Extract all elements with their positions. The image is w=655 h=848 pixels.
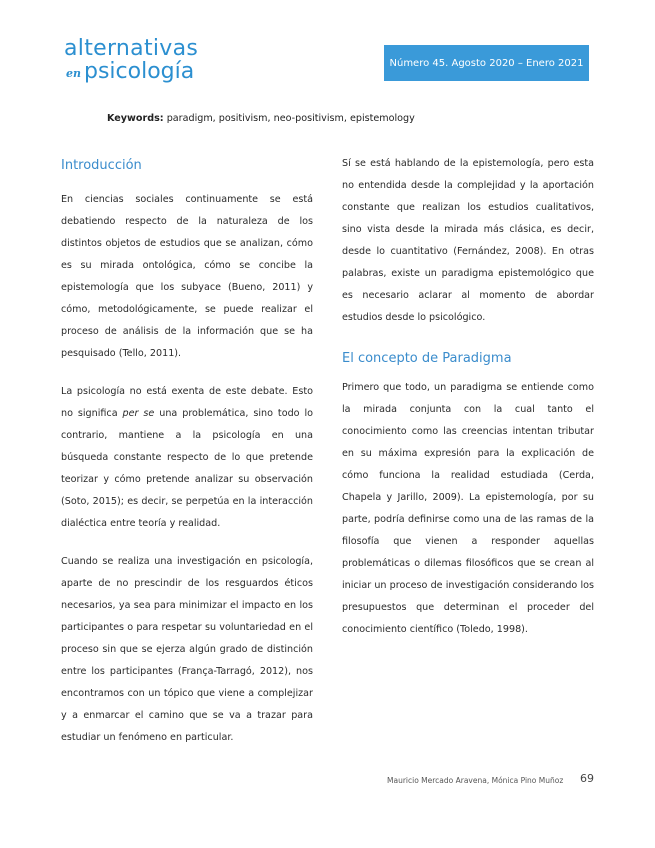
- keywords-line: [107, 113, 415, 124]
- paragraph-text: una problemática, sino todo lo contrario, mantiene a la psicología en una búsqueda constante respecto de lo que pretende teorizar y cómo pretende analizar su observación (Soto, 2015); es decir, se perpetúa en la interacción dialéctica entre teoría y realidad.: [61, 408, 313, 529]
- italic-term: per se: [122, 408, 155, 419]
- logo-text-en: en: [66, 67, 81, 80]
- paragraph-text: La psicología no está exenta de este debate. Esto no significa: [61, 386, 313, 419]
- logo-text-alternativas: alternativas: [64, 36, 199, 61]
- section-title-paradigma: El concepto de Paradigma: [342, 351, 512, 366]
- right-column: [342, 153, 594, 657]
- paragraph: Cuando se realiza una investigación en psicología, aparte de no prescindir de los resguardos éticos necesarios, ya sea para minimizar el impacto en los participantes o para respetar su voluntariedad en el proceso sin que se ejerza algún grado de distinción entre los participantes (França-Tarragó, 2012), nos encontramos con un tópico que viene a complejizar y a enmarcar el camino que se va a trazar para estudiar un fenómeno en particular.: [61, 556, 313, 743]
- paragraph: Sí se está hablando de la epistemología, pero esta no entendida desde la complejidad y la aportación constante que realizan los estudios cualitativos, sino vista desde la mirada más clásica, es decir, desde lo cuantitativo (Fernández, 2008). En otras palabras, existe un paradigma epistemológico que es necesario aclarar al momento de abordar estudios desde lo psicológico.: [342, 158, 594, 323]
- logo-text-psicologia: psicología: [84, 59, 195, 84]
- paragraph: Primero que todo, un paradigma se entiende como la mirada conjunta con la cual tanto el conocimiento como las creencias intentan tributar en su máxima expresión para la explicación de cómo funciona la realidad estudiada (Cerda, Chapela y Jarillo, 2009). La epistemología, por su parte, podría definirse como una de las ramas de la filosofía que vienen a responder aquellas problemáticas o dilemas filosóficos que se crean al iniciar un proceso de investigación considerando los presupuestos que determinan el proceder del conocimiento científico (Toledo, 1998).: [342, 382, 594, 635]
- paragraph: En ciencias sociales continuamente se está debatiendo respecto de la naturaleza de los distintos objetos de estudios que se analizan, cómo es su mirada ontológica, cómo se concibe la epistemología que los subyace (Bueno, 2011) y cómo, metodológicamente, se puede realizar el proceso de análisis de la información que se ha pesquisado (Tello, 2011).: [61, 194, 313, 359]
- issue-banner: Número 45. Agosto 2020 – Enero 2021: [384, 45, 589, 81]
- keywords-text: paradigm, positivism, neo-positivism, epistemology: [166, 113, 415, 124]
- section-title-introduccion: Introducción: [61, 158, 142, 173]
- journal-logo: [64, 38, 224, 88]
- paragraph: [61, 381, 313, 535]
- left-column: [61, 150, 313, 765]
- keywords-label: Keywords:: [107, 113, 164, 124]
- page-number: 69: [580, 772, 594, 785]
- footer-authors: Mauricio Mercado Aravena, Mónica Pino Muñoz: [387, 776, 564, 785]
